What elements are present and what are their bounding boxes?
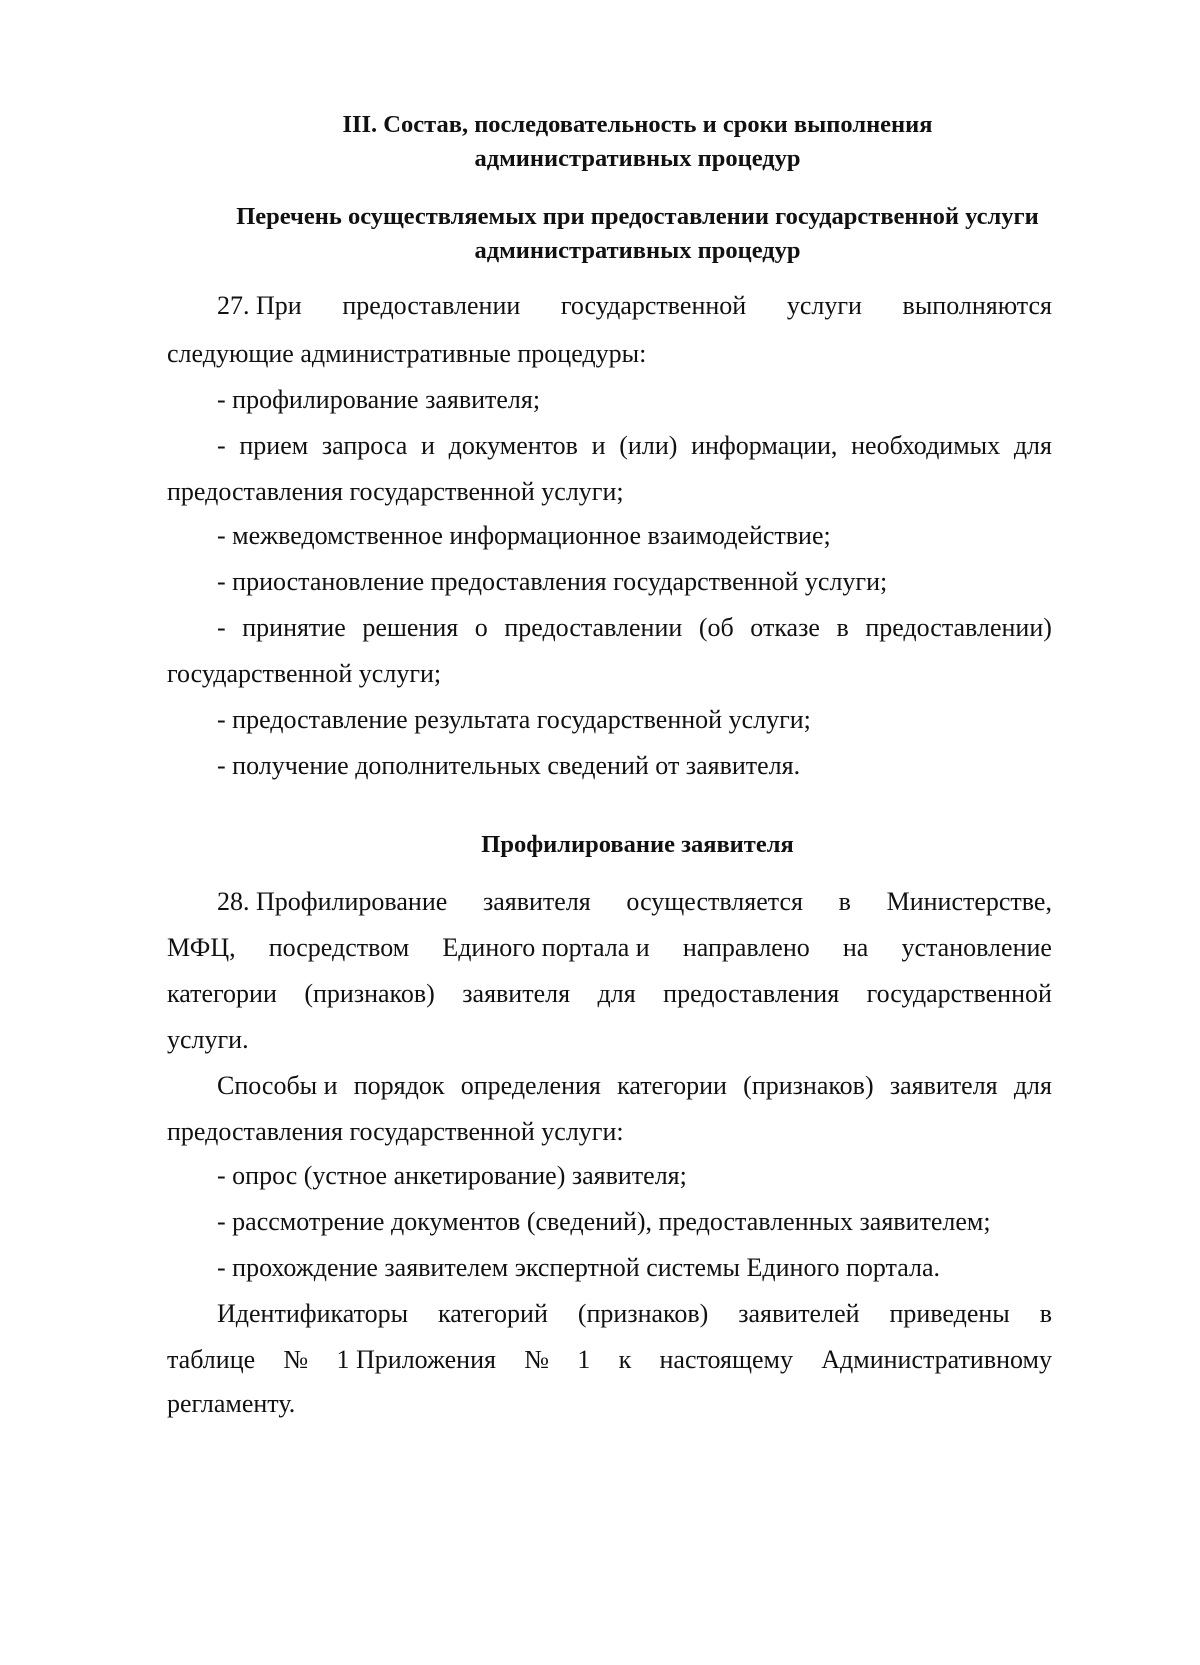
word: МФЦ, bbox=[167, 933, 236, 962]
word: документов bbox=[448, 431, 578, 460]
word: № bbox=[283, 1345, 309, 1374]
word: категорий bbox=[438, 1299, 548, 1328]
section-heading-line1: III. Состав, последовательность и сроки выполнения bbox=[342, 111, 933, 138]
word: приведены bbox=[889, 1299, 1010, 1328]
word: и bbox=[591, 431, 606, 460]
paragraph-28-line1 bbox=[217, 886, 1052, 918]
identifiers-line2 bbox=[167, 1344, 1052, 1376]
word: Административному bbox=[821, 1345, 1052, 1374]
word: - bbox=[217, 431, 226, 460]
procedure-item-2-line1 bbox=[217, 430, 1052, 462]
word: выполняются bbox=[902, 291, 1052, 320]
word: предоставления bbox=[663, 979, 840, 1008]
word: прием bbox=[239, 431, 309, 460]
paragraph-27-line1 bbox=[217, 290, 1052, 322]
word: категории bbox=[167, 979, 277, 1008]
word: в bbox=[838, 887, 851, 916]
word: определения bbox=[460, 1071, 601, 1100]
word: запроса bbox=[321, 431, 408, 460]
word: - bbox=[217, 613, 226, 642]
word: порядок bbox=[353, 1071, 445, 1100]
procedure-item-6: - предоставление результата государственной услуги; bbox=[217, 705, 811, 734]
word: (признаков) bbox=[577, 1299, 709, 1328]
word: установление bbox=[901, 933, 1052, 962]
procedure-item-2-line2: предоставления государственной услуги; bbox=[167, 477, 624, 506]
word: предоставлении) bbox=[865, 613, 1052, 642]
word: решения bbox=[362, 613, 459, 642]
procedure-item-3: - межведомственное информационное взаимодействие; bbox=[217, 521, 831, 550]
procedure-item-4: - приостановление предоставления государственной услуги; bbox=[217, 567, 888, 596]
paragraph-28-line4: услуги. bbox=[167, 1025, 249, 1054]
word: предоставлении bbox=[504, 613, 683, 642]
paragraph-28-line2 bbox=[167, 932, 1052, 964]
paragraph-27-line2: следующие административные процедуры: bbox=[167, 339, 647, 368]
word: для bbox=[1013, 1071, 1052, 1100]
word: 1 Приложения bbox=[336, 1345, 496, 1374]
word: услуги bbox=[786, 291, 862, 320]
procedure-item-5-line1 bbox=[217, 612, 1052, 644]
identifiers-line1 bbox=[217, 1298, 1052, 1330]
procedure-item-7: - получение дополнительных сведений от заявителя. bbox=[217, 751, 801, 780]
section-heading bbox=[170, 108, 1105, 176]
word: заявителей bbox=[738, 1299, 860, 1328]
word: заявителя bbox=[889, 1071, 998, 1100]
procedure-item-1: - профилирование заявителя; bbox=[217, 385, 541, 414]
word: государственной bbox=[560, 291, 747, 320]
word: в bbox=[836, 613, 849, 642]
word: принятие bbox=[242, 613, 346, 642]
word: Министерстве, bbox=[886, 887, 1052, 916]
procedure-item-5-line2: государственной услуги; bbox=[167, 659, 442, 688]
word: отказе bbox=[750, 613, 820, 642]
profiling-heading-text: Профилирование заявителя bbox=[481, 831, 794, 858]
word: (признаков) bbox=[743, 1071, 874, 1100]
word: Единого портала и bbox=[442, 933, 650, 962]
word: о bbox=[474, 613, 488, 642]
word: Идентификаторы bbox=[217, 1299, 409, 1328]
list-heading bbox=[170, 200, 1105, 268]
word: для bbox=[1013, 431, 1052, 460]
word: к bbox=[618, 1345, 632, 1374]
word: (или) bbox=[619, 431, 678, 460]
word: 28. Профилирование bbox=[217, 887, 448, 916]
list-heading-line2: административных процедур bbox=[474, 237, 801, 264]
profiling-heading bbox=[170, 828, 1105, 862]
word: необходимых bbox=[851, 431, 1001, 460]
word: заявителя bbox=[482, 887, 591, 916]
word: в bbox=[1039, 1299, 1052, 1328]
word: № bbox=[524, 1345, 550, 1374]
word: для bbox=[597, 979, 636, 1008]
identifiers-line3: регламенту. bbox=[167, 1389, 296, 1418]
word: 1 bbox=[577, 1345, 591, 1374]
word: заявителя bbox=[462, 979, 571, 1008]
word: государственной bbox=[866, 979, 1052, 1008]
word: информации, bbox=[691, 431, 838, 460]
paragraph-28-line3 bbox=[167, 978, 1052, 1010]
word: настоящему bbox=[659, 1345, 793, 1374]
word: предоставлении bbox=[342, 291, 521, 320]
section-heading-line2: административных процедур bbox=[474, 145, 801, 172]
word: Способы и bbox=[217, 1071, 338, 1100]
word: 27. При bbox=[217, 291, 302, 320]
methods-line1 bbox=[217, 1070, 1052, 1102]
word: посредством bbox=[268, 933, 410, 962]
word: направлено bbox=[682, 933, 810, 962]
method-item-2: - рассмотрение документов (сведений), предоставленных заявителем; bbox=[217, 1207, 991, 1236]
list-heading-line1: Перечень осуществляемых при предоставлении государственной услуги bbox=[236, 203, 1039, 230]
method-item-1: - опрос (устное анкетирование) заявителя; bbox=[217, 1161, 687, 1190]
methods-line2: предоставления государственной услуги: bbox=[167, 1117, 624, 1146]
word: категории bbox=[617, 1071, 727, 1100]
word: (признаков) bbox=[304, 979, 435, 1008]
word: на bbox=[842, 933, 869, 962]
method-item-3: - прохождение заявителем экспертной системы Единого портала. bbox=[217, 1253, 941, 1282]
word: осуществляется bbox=[626, 887, 803, 916]
word: и bbox=[421, 431, 435, 460]
word: таблице bbox=[167, 1345, 256, 1374]
word: (об bbox=[698, 613, 734, 642]
